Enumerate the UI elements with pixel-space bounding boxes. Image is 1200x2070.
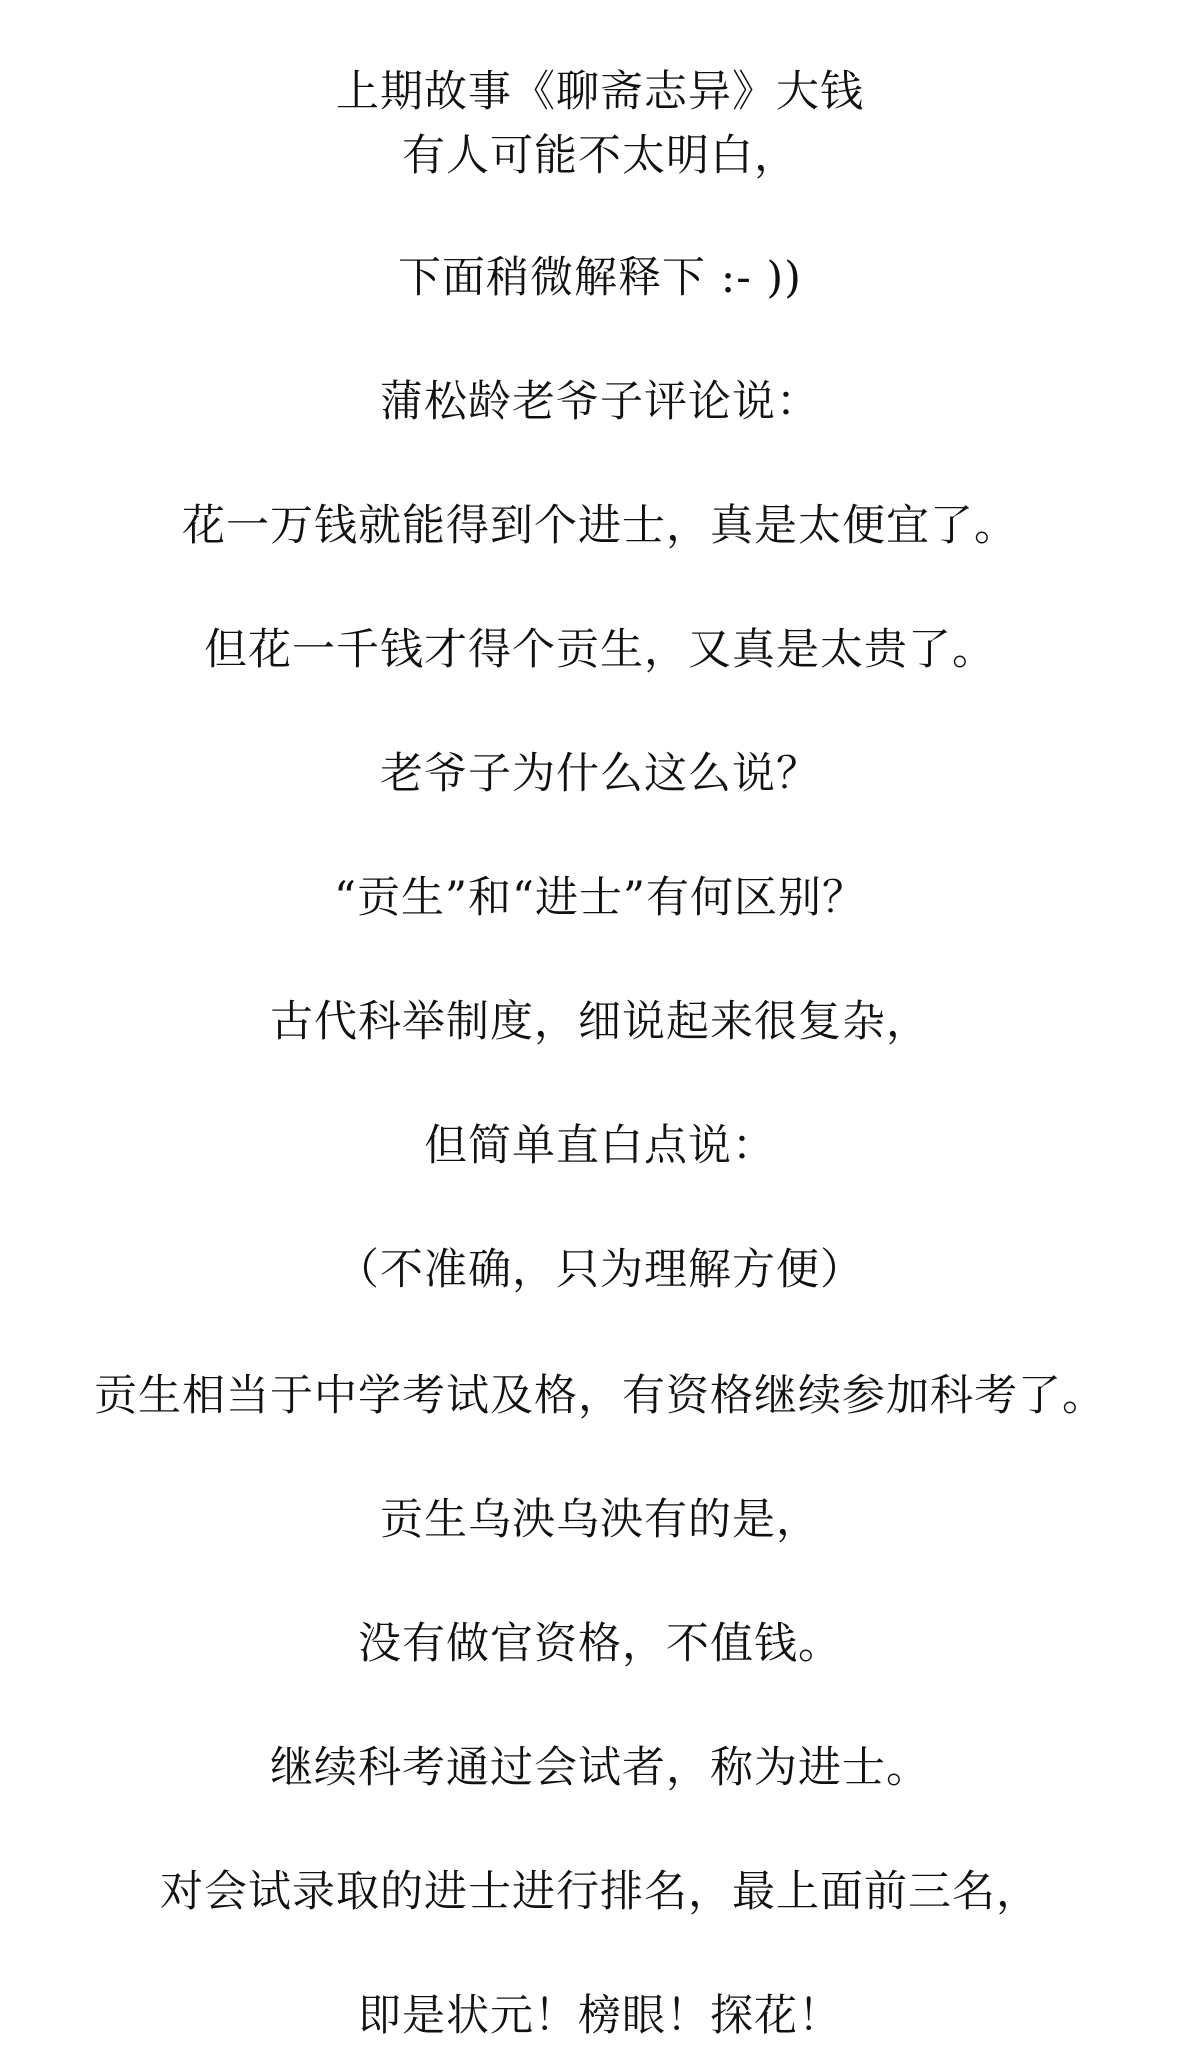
text-line-12: 贡生相当于中学考试及格，有资格继续参加科考了。 — [94, 1371, 1106, 1421]
text-line-10: 但简单直白点说： — [424, 1121, 776, 1171]
text-line-13: 贡生乌泱乌泱有的是， — [380, 1495, 820, 1545]
text-line-16: 对会试录取的进士进行排名，最上面前三名， — [160, 1867, 1040, 1917]
text-line-5: 花一万钱就能得到个进士，真是太便宜了。 — [182, 501, 1018, 551]
text-line-17: 即是状元！榜眼！探花！ — [358, 1991, 842, 2041]
text-line-6: 但花一千钱才得个贡生，又真是太贵了。 — [204, 625, 996, 675]
text-line-9: 古代科举制度，细说起来很复杂， — [270, 997, 930, 1047]
text-line-3: 下面稍微解释下 :- )) — [398, 253, 802, 303]
text-line-4: 蒲松龄老爷子评论说： — [380, 377, 820, 427]
text-line-1: 上期故事《聊斋志异》大钱 — [336, 67, 864, 117]
text-line-14: 没有做官资格，不值钱。 — [358, 1619, 842, 1669]
text-line-8: “贡生”和“进士”有何区别？ — [334, 873, 866, 923]
text-line-2: 有人可能不太明白， — [402, 131, 798, 181]
text-line-7: 老爷子为什么这么说？ — [380, 749, 820, 799]
text-line-11: （不准确，只为理解方便） — [336, 1245, 864, 1295]
text-line-15: 继续科考通过会试者，称为进士。 — [270, 1743, 930, 1793]
